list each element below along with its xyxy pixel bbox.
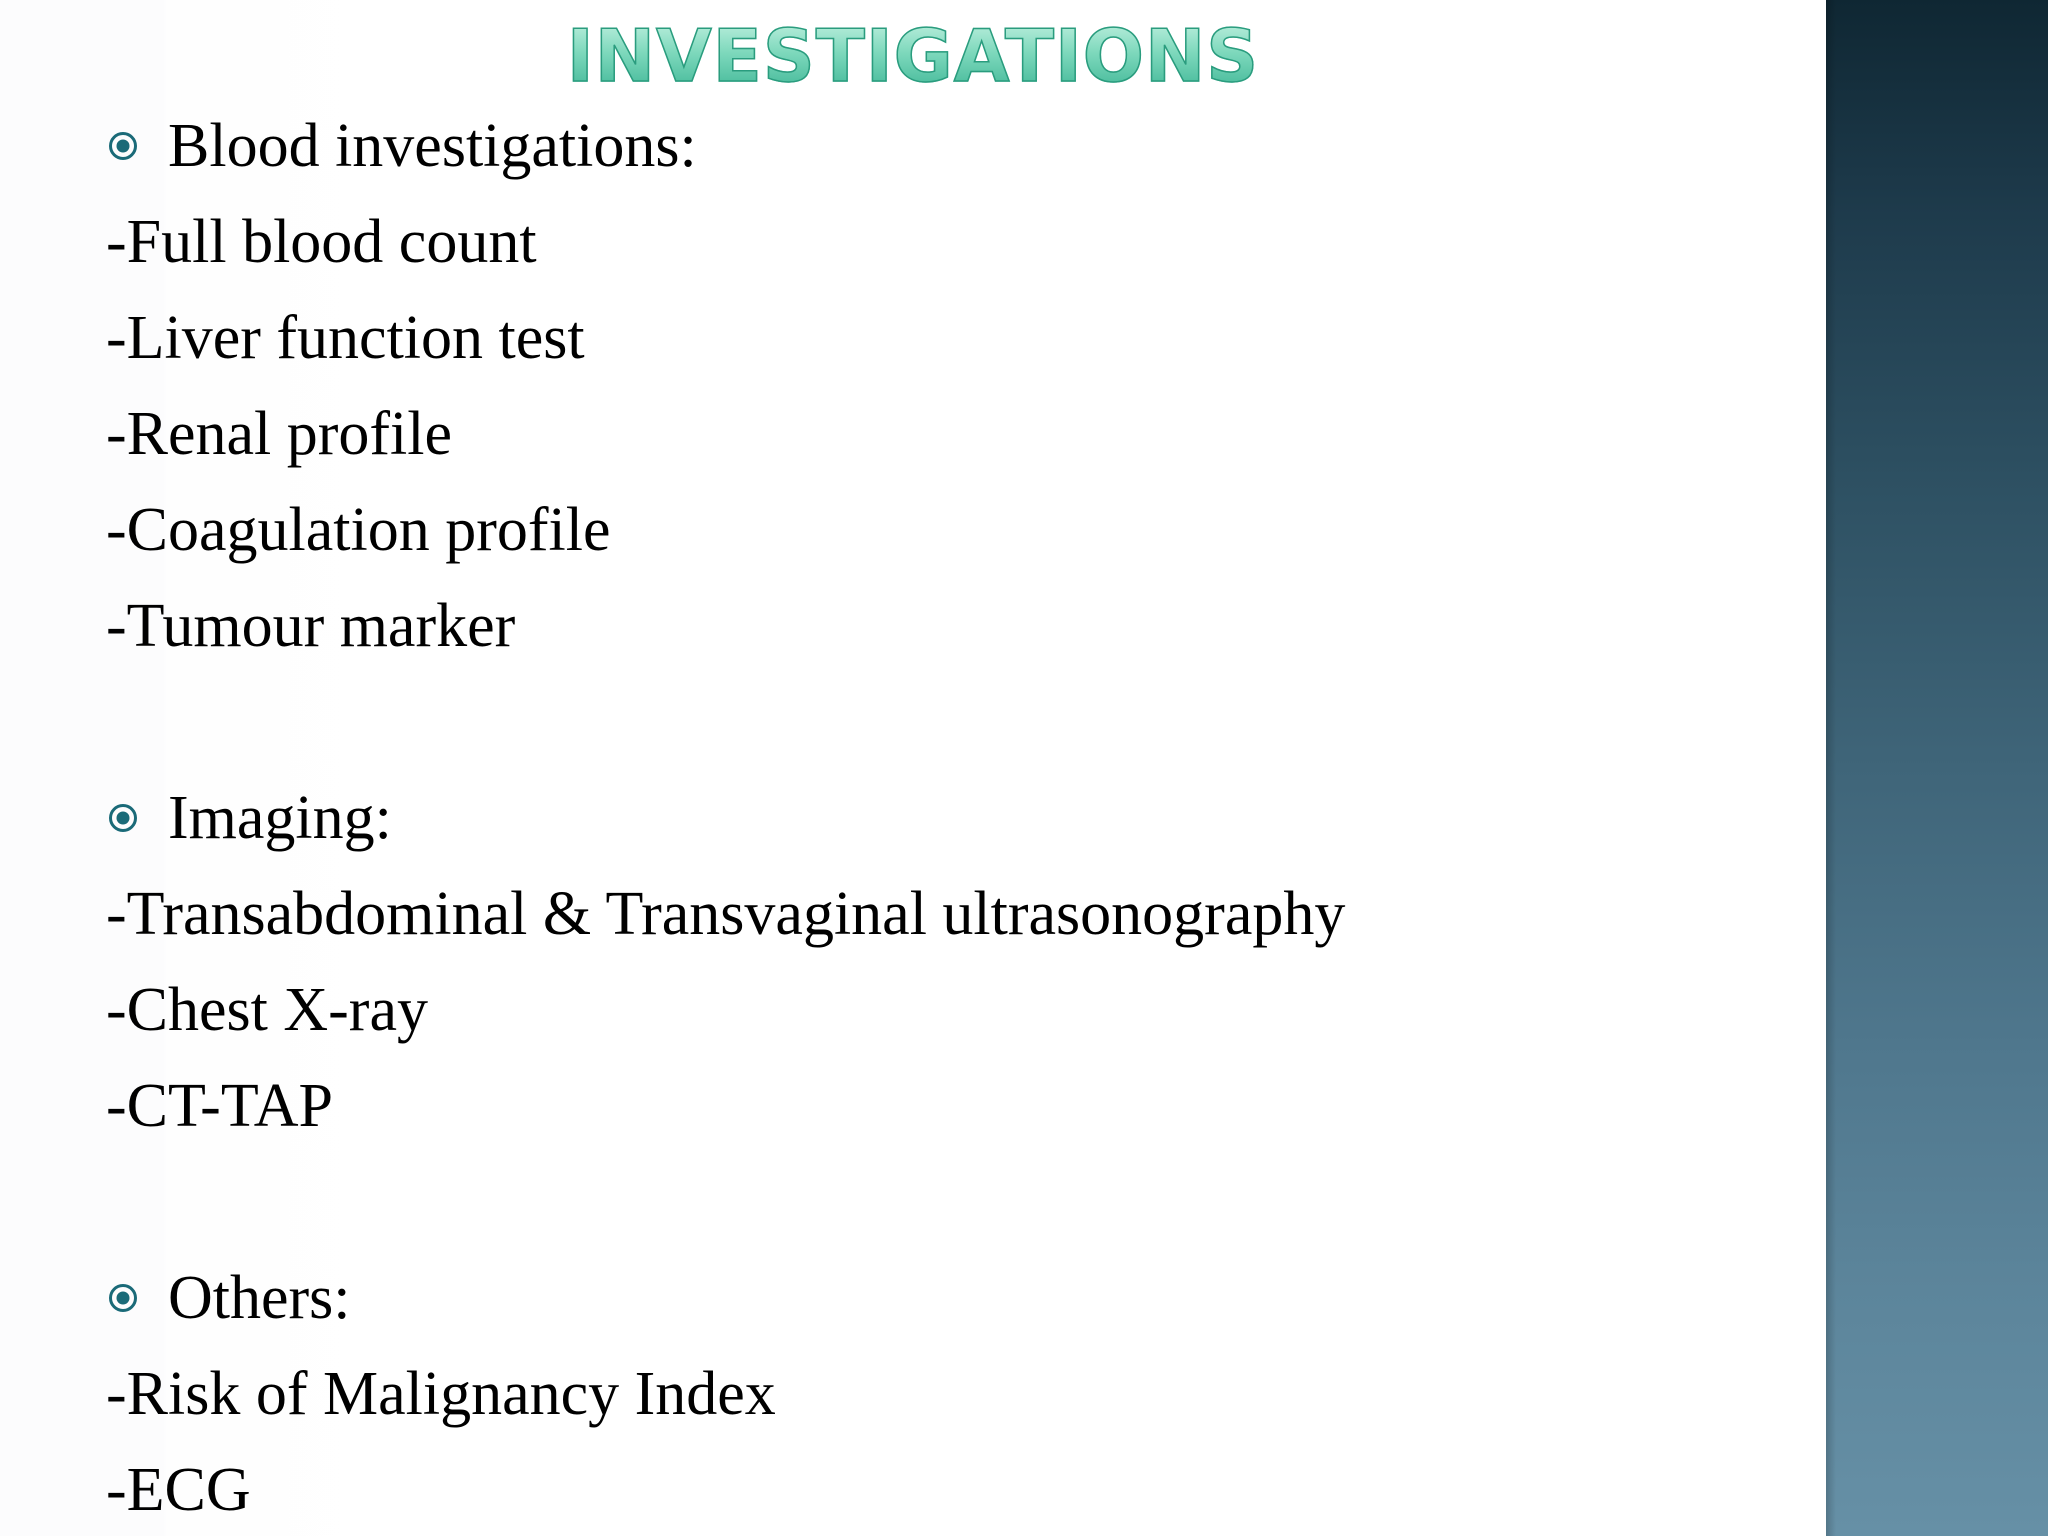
section-heading-label: Others: [168, 1264, 351, 1332]
slide-body [106, 98, 1806, 1536]
target-bullet-icon [108, 1283, 138, 1313]
section-heading-label: Blood investigations: [168, 112, 697, 180]
list-item: -Coagulation profile [106, 496, 611, 564]
list-item: -Chest X-ray [106, 976, 428, 1044]
section-heading-label: Imaging: [168, 784, 392, 852]
section-heading-others [106, 1250, 1806, 1346]
list-item: -Full blood count [106, 208, 537, 276]
list-item: -Renal profile [106, 400, 453, 468]
side-decorative-band [1826, 0, 2048, 1536]
section-spacer [106, 674, 1806, 770]
list-item: -Liver function test [106, 304, 585, 372]
list-item: -Risk of Malignancy Index [106, 1360, 776, 1428]
slide-title: INVESTIGATIONS [0, 14, 1826, 98]
target-bullet-icon [108, 803, 138, 833]
section-heading-blood [106, 98, 1806, 194]
section-heading-imaging [106, 770, 1806, 866]
list-item: -Tumour marker [106, 592, 516, 660]
list-item: -Transabdominal & Transvaginal ultrasonography [106, 880, 1346, 948]
list-item: -ECG [106, 1456, 251, 1524]
target-bullet-icon [108, 131, 138, 161]
section-spacer [106, 1154, 1806, 1250]
list-item: -CT-TAP [106, 1072, 333, 1140]
